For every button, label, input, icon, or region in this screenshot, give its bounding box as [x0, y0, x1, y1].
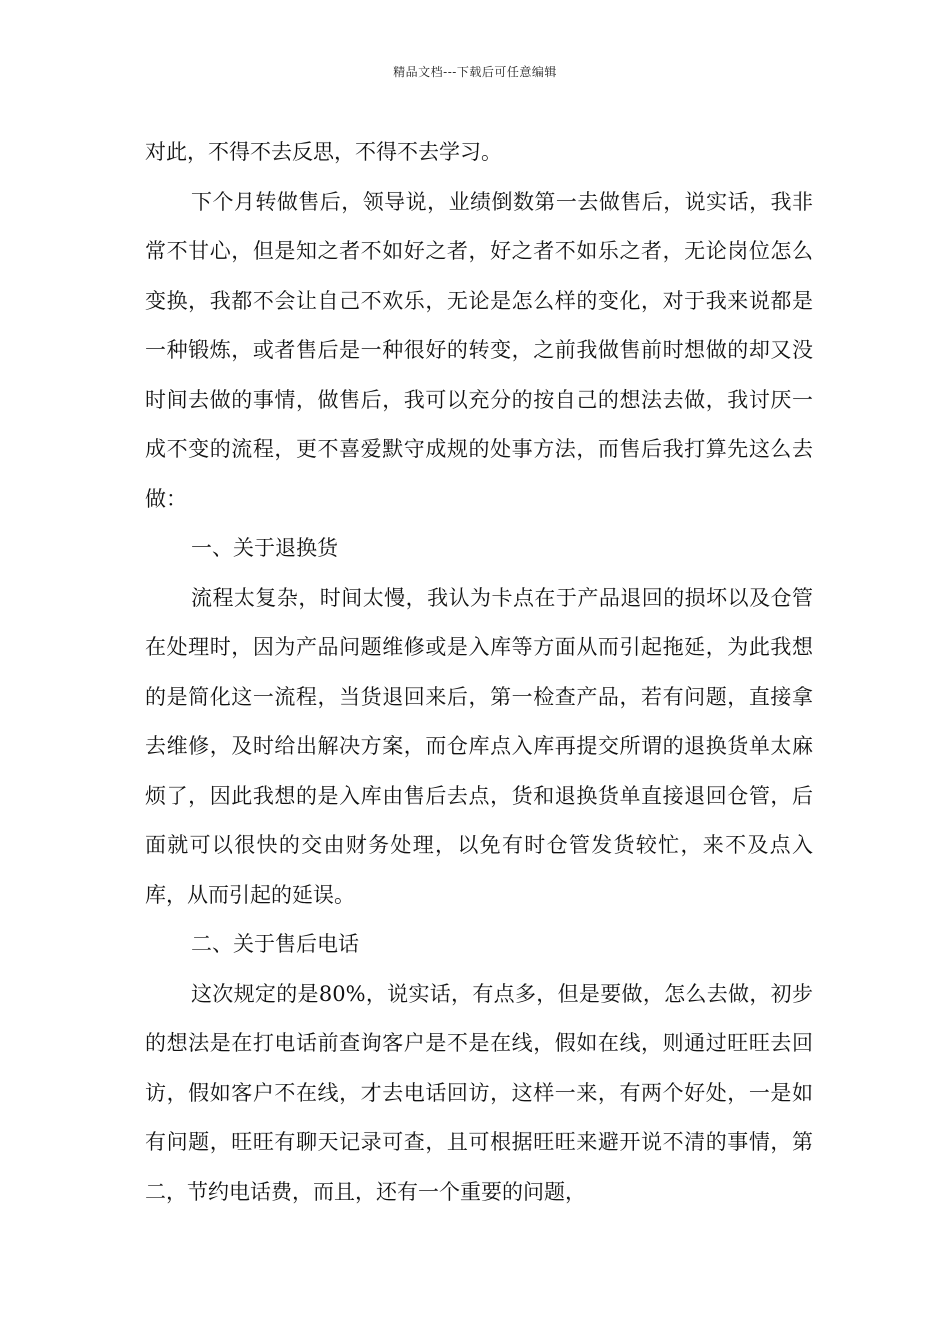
page-header: 精品文档---下载后可任意编辑: [393, 65, 557, 79]
paragraph-reflection: 对此，不得不去反思，不得不去学习。: [145, 140, 502, 164]
section-heading-returns: 一、关于退换货: [191, 536, 338, 560]
paragraph-returns-process: 流程太复杂，时间太慢，我认为卡点在于产品退回的损坏以及仓管在处理时，因为产品问题维修或是入库等方面从而引起拖延，为此我想的是简化这一流程，当货退回来后，第一检查产品，若有问题，直接拿去维修，及时给出解决方案，而仓库点入库再提交所谓的退换货单太麻烦了，因此我想的是入库由售后去点，货和退换货单直接退回仓管，后面就可以很快的交由财务处理，以免有时仓管发货较忙，来不及点入库，从而引起的延误。: [145, 585, 813, 907]
section-heading-phone: 二、关于售后电话: [191, 932, 359, 956]
paragraph-after-sales-transfer: 下个月转做售后，领导说，业绩倒数第一去做售后，说实话，我非常不甘心，但是知之者不如好之者，好之者不如乐之者，无论岗位怎么变换，我都不会让自己不欢乐，无论是怎么样的变化，对于我来说都是一种锻炼，或者售后是一种很好的转变，之前我做售前时想做的却又没时间去做的事情，做售后，我可以充分的按自己的想法去做，我讨厌一成不变的流程，更不喜爱默守成规的处事方法，而售后我打算先这么去做：: [145, 189, 813, 511]
paragraph-phone-followup: 这次规定的是80%，说实话，有点多，但是要做，怎么去做，初步的想法是在打电话前查询客户是不是在线，假如在线，则通过旺旺去回访，假如客户不在线，才去电话回访，这样一来，有两个好处，一是如有问题，旺旺有聊天记录可查，且可根据旺旺来避开说不清的事情，第二，节约电话费，而且，还有一个重要的问题，: [145, 981, 813, 1204]
document-body: [145, 128, 813, 1217]
